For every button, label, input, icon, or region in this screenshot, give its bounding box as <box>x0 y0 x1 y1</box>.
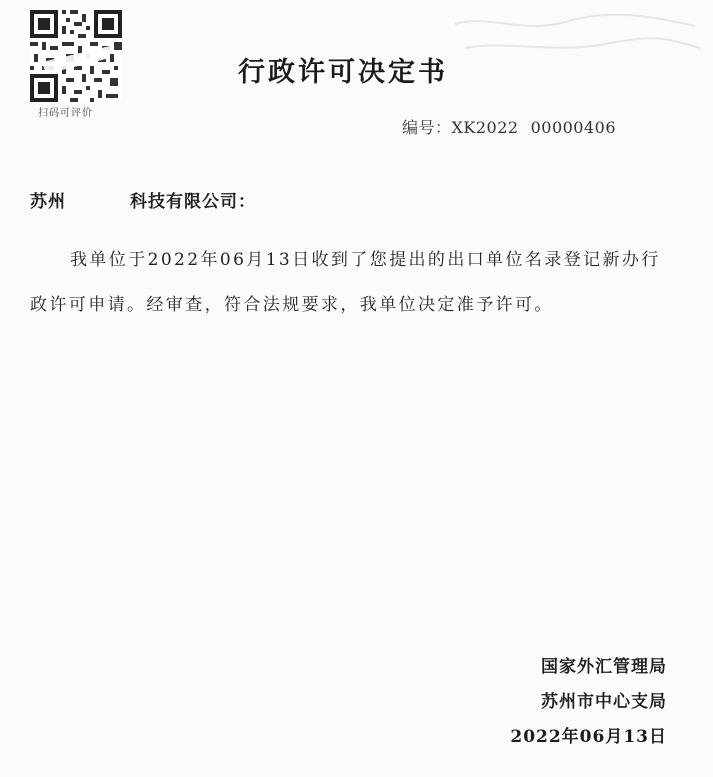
qr-caption: 扫码可评价 <box>38 108 93 119</box>
addressee-prefix: 苏州 <box>30 192 66 212</box>
document-number-prefix: 编号：XK2022 <box>402 118 519 137</box>
bleed-through-marks <box>445 4 705 60</box>
issuing-authority-line1: 国家外汇管理局 <box>541 657 667 677</box>
document-number <box>402 115 616 138</box>
qr-code <box>30 10 122 102</box>
issue-date: 2022年06月13日 <box>510 727 667 747</box>
issuing-authority-line2: 苏州市中心支局 <box>541 692 667 712</box>
decision-paragraph: 我单位于2022年06月13日收到了您提出的出口单位名录登记新办行政许可申请。经审查，符合法规要求，我单位决定准予许可。 <box>30 250 661 315</box>
document-title: 行政许可决定书 <box>238 57 448 88</box>
addressee-suffix: 科技有限公司： <box>130 192 256 212</box>
document-number-suffix: 00000406 <box>530 118 617 137</box>
addressee <box>30 187 256 212</box>
